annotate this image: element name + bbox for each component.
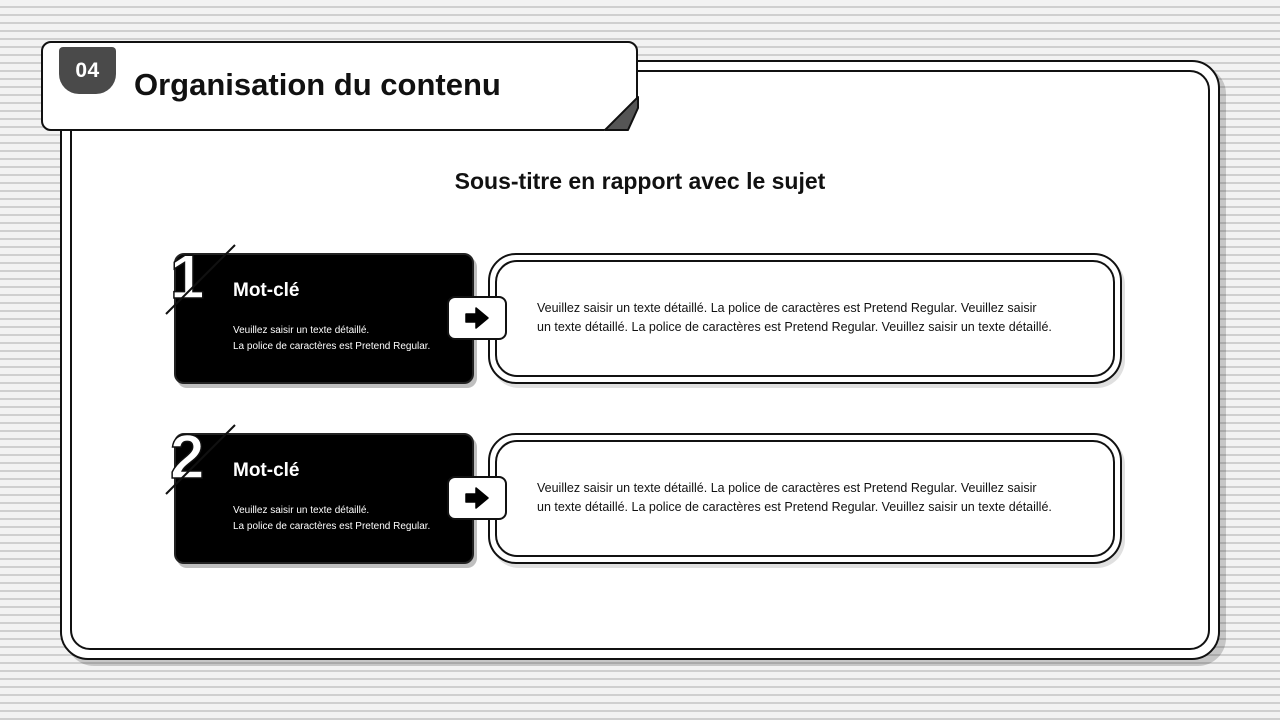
keyword-description	[233, 323, 473, 355]
arrow-right-button	[447, 476, 507, 520]
section-number-badge: 04	[59, 47, 116, 94]
page-fold-icon	[604, 96, 640, 132]
detail-text	[537, 479, 1092, 517]
item-number: 1	[170, 243, 205, 312]
keyword-description-line: La police de caractères est Pretend Regular.	[233, 521, 431, 532]
number-badge	[160, 238, 250, 318]
keyword-description-line: Veuillez saisir un texte détaillé.	[233, 505, 370, 516]
subtitle: Sous-titre en rapport avec le sujet	[454, 168, 826, 194]
keyword-description	[233, 503, 473, 535]
detail-text-line: Veuillez saisir un texte détaillé. La police de caractères est Pretend Regular. Veuillez saisir	[537, 481, 1037, 495]
item-number: 2	[170, 423, 205, 492]
detail-text	[537, 299, 1092, 337]
keyword-title: Mot-clé	[233, 460, 300, 481]
number-badge	[160, 418, 250, 498]
page-title: Organisation du contenu	[134, 67, 501, 102]
detail-text-line: Veuillez saisir un texte détaillé. La police de caractères est Pretend Regular. Veuillez saisir	[537, 301, 1037, 315]
keyword-description-line: Veuillez saisir un texte détaillé.	[233, 325, 370, 336]
arrow-right-icon	[464, 486, 490, 510]
keyword-description-line: La police de caractères est Pretend Regular.	[233, 341, 431, 352]
content-row-2	[0, 423, 1280, 633]
arrow-right-icon	[464, 306, 490, 330]
detail-text-line: un texte détaillé. La police de caractères est Pretend Regular. Veuillez saisir un texte détaillé.	[537, 500, 1052, 514]
keyword-title: Mot-clé	[233, 280, 300, 301]
arrow-right-button	[447, 296, 507, 340]
detail-text-line: un texte détaillé. La police de caractères est Pretend Regular. Veuillez saisir un texte détaillé.	[537, 320, 1052, 334]
